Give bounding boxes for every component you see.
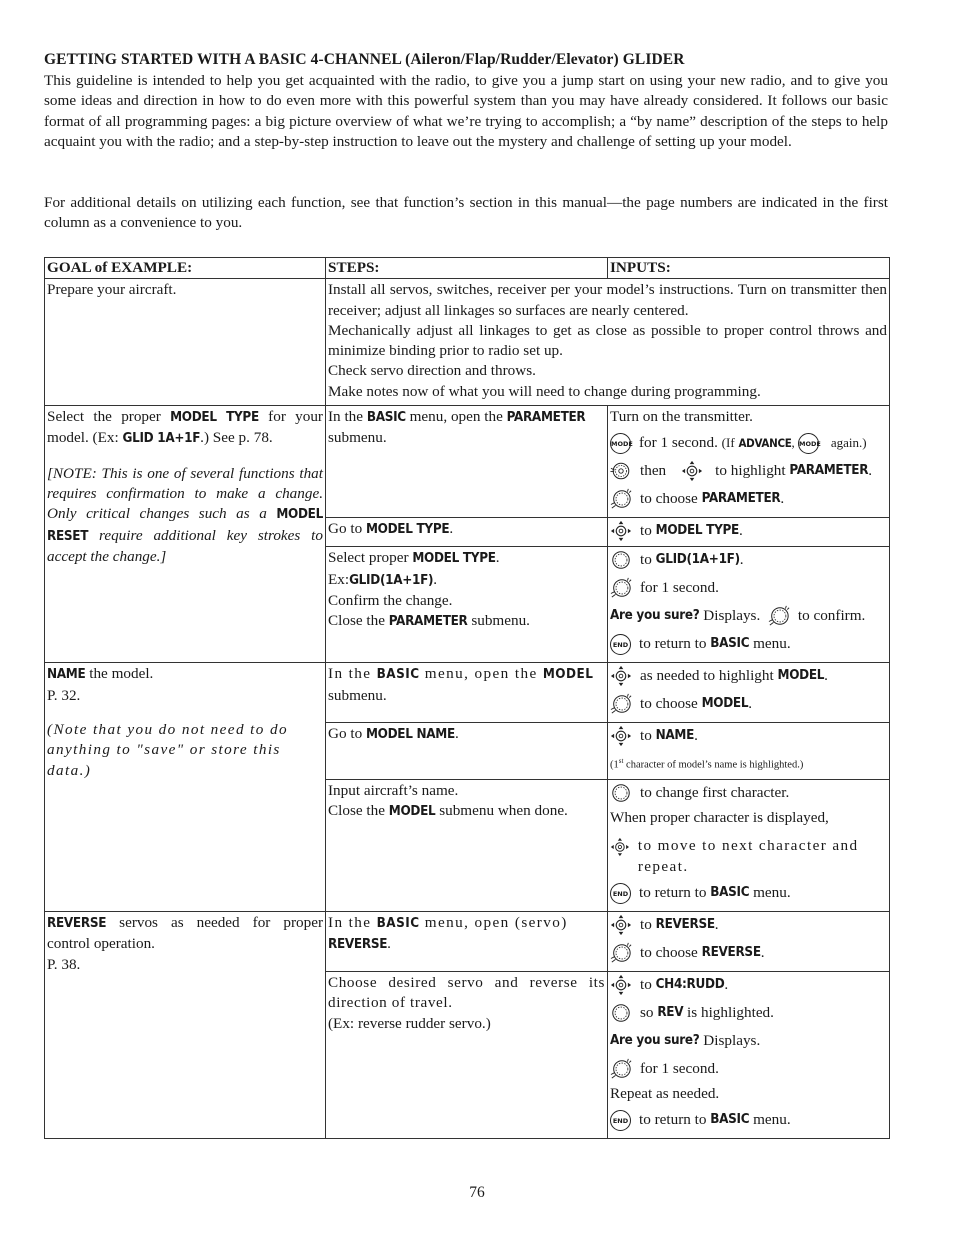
inputs-cell: to GLID(1A+1F) . for 1 second. Are you sure? Displays. to confirm. END to return to BASIC menu.	[608, 547, 890, 663]
steps-cell: Select proper MODEL TYPE. Ex:GLID(1A+1F). Confirm the change. Close the PARAMETER submenu.	[326, 547, 608, 663]
goal-cell	[45, 406, 326, 663]
dial-icon	[610, 1002, 632, 1024]
inputs-cell: to REVERSE . to choose REVERSE .	[608, 912, 890, 972]
dial-press-icon	[610, 488, 632, 510]
table-row	[45, 279, 890, 406]
dial-press-icon	[610, 693, 632, 715]
steps-cell: In the BASIC menu, open the PARAMETER submenu.	[326, 406, 608, 518]
steps-table	[44, 257, 890, 1139]
dpad-icon	[610, 974, 632, 996]
dpad-icon	[610, 836, 630, 858]
goal-text: Select the proper MODEL TYPE for your model. (Ex: GLID 1A+1F.) See p. 78.	[47, 408, 323, 447]
inputs-cell: to MODEL TYPE .	[608, 518, 890, 547]
goal-note: (Note that you do not need to do anything to "save" or store this data.)	[47, 720, 288, 779]
dial-press-icon	[610, 942, 632, 964]
page-number: 76	[469, 1184, 485, 1201]
goal-cell: NAME the model. P. 32. (Note that you do not need to do anything to "save" or store this data.)	[45, 663, 326, 912]
goal-text: Prepare your aircraft.	[47, 281, 177, 299]
steps-cell: Go to MODEL TYPE.	[326, 518, 608, 547]
inputs-cell: as needed to highlight MODEL . to choose MODEL .	[608, 663, 890, 723]
dial-icon	[610, 782, 632, 804]
end-button-icon: END	[610, 1110, 631, 1131]
dpad-icon	[610, 725, 632, 747]
end-button-icon: END	[610, 634, 631, 655]
input-text: Turn on the transmitter.	[610, 408, 753, 426]
step-text: Mechanically adjust all linkages to get as close as possible to proper control throws and minimize binding prior to radio set up.	[328, 321, 887, 360]
header-steps: STEPS:	[326, 258, 608, 279]
table-row	[45, 663, 890, 723]
dial-press-icon	[610, 577, 632, 599]
table-row	[45, 912, 890, 972]
goal-cell: REVERSE servos as needed for proper control operation. P. 38.	[45, 912, 326, 1139]
intro-paragraph-2: For additional details on utilizing each function, see that function’s section in this manual—the page numbers are indicated in the first column as a convenience to you.	[44, 194, 888, 232]
intro-paragraph: This guideline is intended to help you get acquainted with the radio, to give you a jump start on using your new radio, and to give you some ideas and direction in how to do even more with this powerful system than you may have already considered. It follows our basic format of all programming pages: a big picture overview of what we’re trying to accomplish; a “by name” description of the steps to help acquaint you with the radio; and a step-by-step instruction to leave out the mystery and challenge of setting up your model.	[44, 72, 888, 150]
inputs-cell: to CH4:RUDD . so REV is highlighted. Are you sure? Displays. for 1 second. Repeat as needed. END to return to BASIC menu.	[608, 972, 890, 1139]
step-text: Check servo direction and throws.	[328, 362, 536, 380]
goal-note: [NOTE: This is one of several functions that requires confirmation to make a change. Only critical changes such as a MODEL RESET require additional key strokes to accept the change.]	[47, 464, 323, 565]
dpad-icon	[681, 460, 703, 482]
steps-cell: Go to MODEL NAME.	[326, 723, 608, 780]
goal-cell	[45, 279, 326, 406]
inputs-cell: to NAME . (1st character of model’s name is highlighted.)	[608, 723, 890, 780]
header-goal: GOAL of EXAMPLE:	[45, 258, 326, 279]
page-heading: GETTING STARTED WITH A BASIC 4-CHANNEL (Aileron/Flap/Rudder/Elevator) GLIDER	[44, 51, 685, 68]
steps-cell: In the BASIC menu, open the MODEL submenu.	[326, 663, 608, 723]
steps-cell	[326, 279, 890, 406]
table-header-row	[45, 258, 890, 279]
header-inputs: INPUTS:	[608, 258, 890, 279]
end-button-icon: END	[610, 883, 631, 904]
dial-press-icon	[610, 460, 632, 482]
dpad-icon	[610, 665, 632, 687]
step-text: Install all servos, switches, receiver per your model’s instructions. Turn on transmitter then receiver; adjust all linkages so surfaces are nearly centered.	[328, 281, 887, 319]
step-text: Make notes now of what you will need to change during programming.	[328, 382, 761, 400]
steps-cell: Input aircraft’s name. Close the MODEL submenu when done.	[326, 780, 608, 912]
dial-press-icon	[768, 605, 790, 627]
table-row	[45, 406, 890, 518]
steps-cell: Choose desired servo and reverse its direction of travel. (Ex: reverse rudder servo.)	[326, 972, 608, 1139]
inputs-cell: to change first character. When proper character is displayed, to move to next character and repeat. END to return to BASIC menu.	[608, 780, 890, 912]
dial-press-icon	[610, 1058, 632, 1080]
mode-button-icon: MODE	[610, 433, 631, 454]
dial-icon	[610, 549, 632, 571]
dpad-icon	[610, 914, 632, 936]
steps-cell: In the BASIC menu, open (servo) REVERSE.	[326, 912, 608, 972]
dpad-icon	[610, 520, 632, 542]
input-note: (1st character of model’s name is highlighted.)	[610, 757, 804, 771]
mode-button-icon: MODE	[798, 433, 819, 454]
inputs-cell: Turn on the transmitter. MODE for 1 second. (If ADVANCE , MODE again.) then to highlight PARAMETER . to choose PARAMETER .	[608, 406, 890, 518]
